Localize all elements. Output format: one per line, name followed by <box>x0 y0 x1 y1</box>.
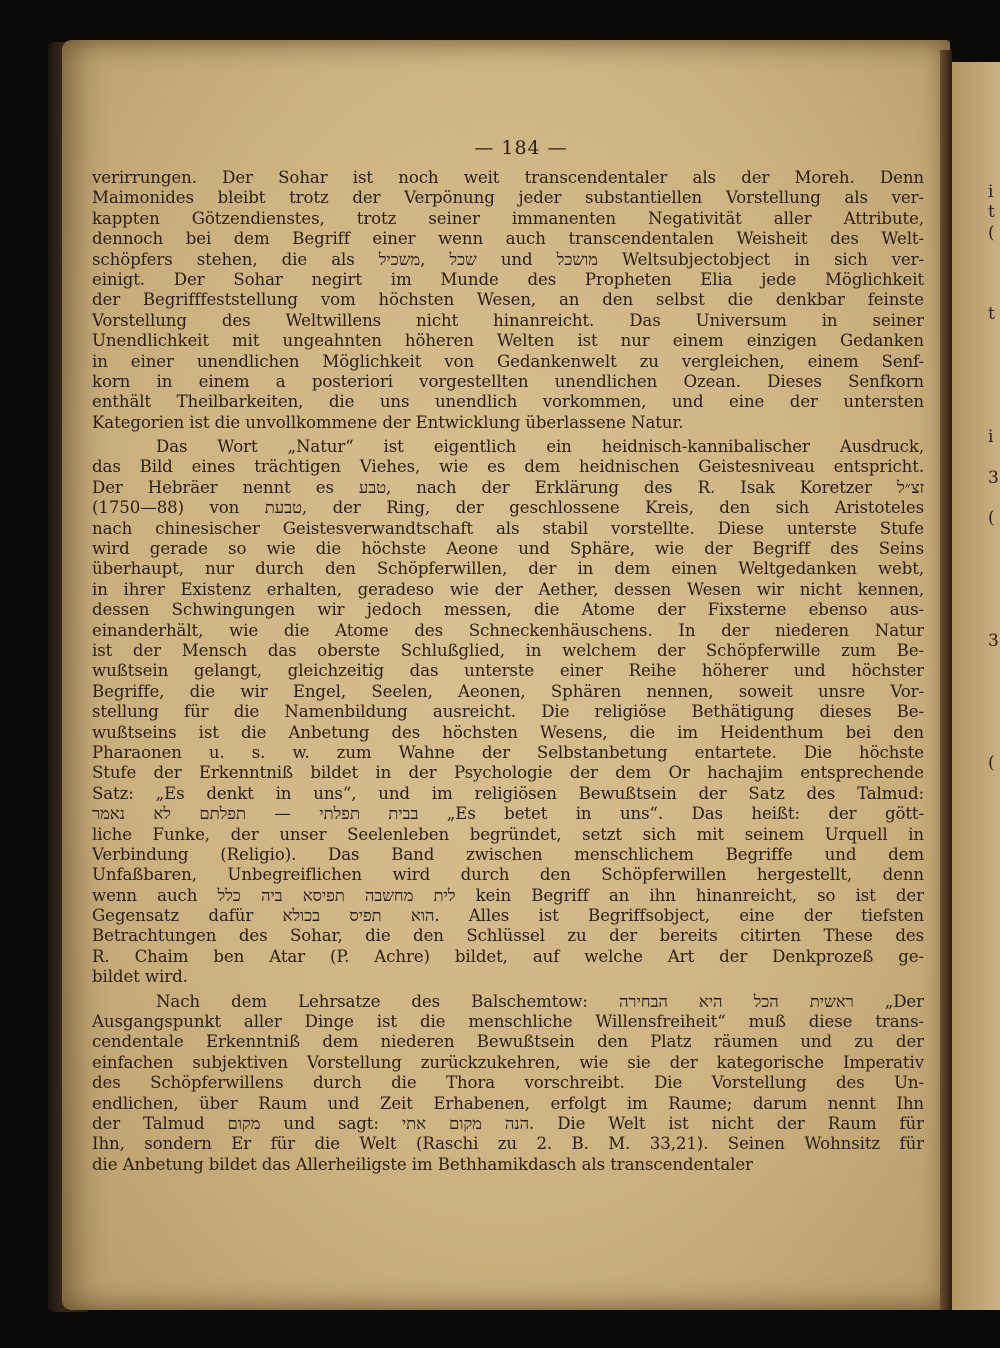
text-line: in einer unendlichen Möglichkeit von Gedankenwelt zu vergleichen, einem Senf- <box>92 351 924 371</box>
text-line: in ihrer Existenz erhalten, geradeso wie der Aether, dessen Wesen wir nicht kennen, <box>92 579 924 599</box>
text-line: schöpfers stehen, die als שכל ,משכיל und מושכל Weltsubjectobject in sich ver- <box>92 249 924 269</box>
body-text <box>92 168 924 1175</box>
paragraph <box>92 437 924 988</box>
text-line: Verbindung (Religio). Das Band zwischen menschlichem Begriffe und dem <box>92 844 924 864</box>
next-page-edge <box>952 62 1000 1310</box>
text-line: Der Hebräer nennt es טבע, nach der Erklärung des R. Isak Koretzer זצ״ל <box>92 477 924 497</box>
text-line: nach chinesischer Geistesverwandtschaft als stabil vorstellte. Diese unterste Stufe <box>92 518 924 538</box>
text-line: enthält Theilbarkeiten, die uns unendlich vorkommen, und eine der untersten <box>92 392 924 412</box>
text-line: die Anbetung bildet das Allerheiligste im Bethhamikdasch als transcendentaler <box>92 1154 753 1174</box>
text-line: der Begrifffeststellung vom höchsten Wesen, an den selbst die denkbar feinste <box>92 290 924 310</box>
paragraph <box>92 168 924 433</box>
text-line: Begriffe, die wir Engel, Seelen, Aeonen, Sphären nennen, soweit unsre Vor- <box>92 681 924 701</box>
text-line: בבית תפלתי — תפלתם לא נאמר „Es betet in uns“. Das heißt: der gött- <box>92 804 924 824</box>
next-page-fragment: i <box>988 426 994 447</box>
text-line: wußtseins ist die Anbetung des höchsten Wesens, die im Heidenthum bei den <box>92 722 924 742</box>
text-line: einfachen subjektiven Vorstellung zurückzukehren, wie sie der kategorische Imperativ <box>92 1052 924 1072</box>
text-line: einigt. Der Sohar negirt im Munde des Propheten Elia jede Möglichkeit <box>92 269 924 289</box>
text-line: Satz: „Es denkt in uns“, und im religiösen Bewußtsein der Satz des Talmud: <box>92 783 924 803</box>
text-line: Kategorien ist die unvollkommene der Entwicklung überlassene Natur. <box>92 412 684 432</box>
paragraph <box>92 992 924 1176</box>
text-line: wenn auch לית מחשבה תפיסא ביה כלל kein Begriff an ihn hinanreicht, so ist der <box>92 885 924 905</box>
text-line: korn in einem a posteriori vorgestellten unendlichen Ozean. Dieses Senfkorn <box>92 371 924 391</box>
text-line: Gegensatz dafür הוא תפיס בכולא. Alles ist Begriffsobject, eine der tiefsten <box>92 906 924 926</box>
next-page-fragment: i <box>988 182 994 202</box>
text-line: einanderhält, wie die Atome des Schneckenhäuschens. In der niederen Natur <box>92 620 924 640</box>
next-page-fragment: ( <box>988 222 995 243</box>
text-line: dennoch bei dem Begriff einer wenn auch transcendentalen Weisheit des Welt- <box>92 229 924 249</box>
text-line: Ihn, sondern Er für die Welt (Raschi zu 2. B. M. 33,21). Seinen Wohnsitz für <box>92 1134 924 1154</box>
text-line: stellung für die Namenbildung ausreicht. Die religiöse Bethätigung dieses Be- <box>92 702 924 722</box>
text-line: R. Chaim ben Atar (P. Achre) bildet, auf welche Art der Denkprozeß ge- <box>92 946 924 966</box>
next-page-fragment: 3 <box>988 630 999 651</box>
next-page-fragment: ( <box>988 753 995 774</box>
page-gutter <box>940 50 952 1310</box>
page-number: — 184 — <box>474 137 568 159</box>
text-line: Pharaonen u. s. w. zum Wahne der Selbstanbetung entartete. Die höchste <box>92 742 924 762</box>
text-line: (1750—88) von טבעת, der Ring, der geschlossene Kreis, den sich Aristoteles <box>92 498 924 518</box>
text-line: Betrachtungen des Sohar, die den Schlüssel zu der bereits citirten These des <box>92 926 924 946</box>
text-line: überhaupt, nur durch den Schöpferwillen, der in dem einen Weltgedanken webt, <box>92 559 924 579</box>
text-line: liche Funke, der unser Seelenleben begründet, setzt sich mit seinem Urquell in <box>92 824 924 844</box>
next-page-fragment: t <box>988 304 995 325</box>
text-line: Stufe der Erkenntniß bildet in der Psychologie der dem Or hachajim entsprechende <box>92 763 924 783</box>
text-line: dessen Schwingungen wir jedoch messen, die Atome der Fixsterne ebenso aus- <box>92 600 924 620</box>
text-line: des Schöpferwillens durch die Thora vorschreibt. Die Vorstellung des Un- <box>92 1073 924 1093</box>
next-page-fragment: ( <box>988 508 995 529</box>
text-line: wird gerade so wie die höchste Aeone und Sphäre, wie der Begriff des Seins <box>92 539 924 559</box>
text-line: Maimonides bleibt trotz der Verpönung jeder substantiellen Vorstellung als ver- <box>92 188 924 208</box>
next-page-fragment: 3 <box>988 467 999 488</box>
text-line: cendentale Erkenntniß dem niederen Bewußtsein den Platz räumen und zu der <box>92 1032 924 1052</box>
text-line: Ausgangspunkt aller Dinge ist die menschliche Willensfreiheit“ muß diese trans- <box>92 1012 924 1032</box>
text-line: Nach dem Lehrsatze des Balschemtow: ראשית הכל היא הבחירה „Der <box>156 991 924 1011</box>
text-line: Vorstellung des Weltwillens nicht hinanreicht. Das Universum in seiner <box>92 310 924 330</box>
text-line: Unfaßbaren, Unbegreiflichen wird durch den Schöpferwillen hergestellt, denn <box>92 865 924 885</box>
text-line: wußtsein gelangt, gleichzeitig das unterste einer Reihe höherer und höchster <box>92 661 924 681</box>
text-line: verirrungen. Der Sohar ist noch weit transcendentaler als der Moreh. Denn <box>92 168 924 187</box>
text-line: Unendlichkeit mit ungeahnten höheren Welten ist nur einem einzigen Gedanken <box>92 331 924 351</box>
page-content <box>92 128 924 1175</box>
text-line: bildet wird. <box>92 967 188 987</box>
next-page-fragment: t <box>988 202 995 223</box>
text-line: das Bild eines trächtigen Viehes, wie es dem heidnischen Geistesniveau entspricht. <box>92 457 924 477</box>
text-line: endlichen, über Raum und Zeit Erhabenen, erfolgt im Raume; darum nennt Ihn <box>92 1093 924 1113</box>
text-line: ist der Mensch das oberste Schlußglied, in welchem der Schöpferwille zum Be- <box>92 640 924 660</box>
text-line: Das Wort „Natur“ ist eigentlich ein heidnisch-kannibalischer Ausdruck, <box>156 437 924 457</box>
text-line: kappten Götzendienstes, trotz seiner immanenten Negativität aller Attribute, <box>92 208 924 228</box>
text-line: der Talmud מקום und sagt: הנה מקום אתי. Die Welt ist nicht der Raum für <box>92 1113 924 1133</box>
